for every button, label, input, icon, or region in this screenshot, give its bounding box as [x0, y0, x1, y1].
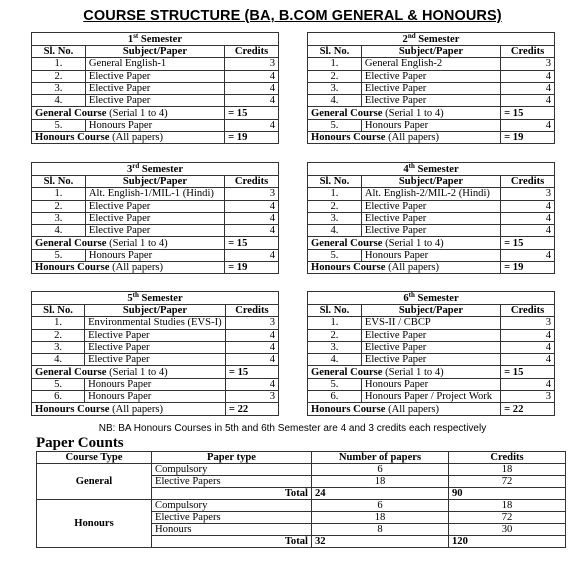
- serial-number: 1.: [308, 58, 362, 70]
- total-label: Total: [152, 536, 312, 548]
- table-row: [308, 317, 555, 329]
- subject-name: General English-2: [361, 58, 500, 70]
- credits-value: 4: [501, 329, 555, 341]
- table-row: [308, 354, 555, 366]
- general-course-total: = 15: [225, 366, 278, 378]
- general-course-total: = 15: [501, 237, 555, 249]
- semester-number: 2: [402, 33, 408, 45]
- general-course-label: [308, 366, 501, 378]
- honours-course-name: Honours Course: [35, 132, 110, 144]
- subject-name: Elective Paper: [85, 212, 224, 224]
- semester-label: Semester: [415, 33, 460, 45]
- general-course-total: = 15: [501, 107, 555, 119]
- paper-type: Compulsory: [152, 500, 312, 512]
- credits-value: 4: [501, 225, 555, 237]
- subject-header: Subject/Paper: [85, 46, 224, 58]
- credits-value: 3: [225, 188, 279, 200]
- credits-value: 4: [225, 82, 279, 94]
- serial-number: 6.: [32, 391, 85, 403]
- serial-number: 3.: [32, 341, 85, 353]
- paper-count: 18: [312, 512, 449, 524]
- semester-ordinal: th: [408, 290, 415, 299]
- subject-name: Elective Paper: [361, 70, 500, 82]
- course-type-header: Course Type: [37, 452, 152, 464]
- credits-value: 4: [225, 200, 279, 212]
- credits-value: 3: [225, 317, 278, 329]
- general-course-name: General Course: [311, 366, 383, 378]
- page-title: COURSE STRUCTURE (BA, B.COM GENERAL & HONOURS): [83, 8, 502, 24]
- semester-table: [31, 162, 279, 274]
- subject-header: Subject/Paper: [85, 305, 226, 317]
- credits-value: 72: [449, 476, 566, 488]
- table-row: [32, 70, 279, 82]
- credits-value: 4: [501, 378, 555, 390]
- credits-value: 3: [501, 391, 555, 403]
- table-row: [32, 225, 279, 237]
- semester-label: Semester: [414, 292, 459, 304]
- credits-value: 4: [501, 119, 555, 131]
- sl-no-header: Sl. No.: [308, 305, 362, 317]
- semester-label: Semester: [138, 292, 183, 304]
- honours-course-note: (All papers): [109, 403, 164, 415]
- credits-value: 4: [225, 212, 279, 224]
- semester-title: [308, 33, 555, 46]
- credits-value: 72: [449, 512, 566, 524]
- credits-value: 3: [501, 188, 555, 200]
- general-course-note: (Serial 1 to 4): [106, 366, 168, 378]
- table-row: [32, 378, 279, 390]
- semester-title: [32, 33, 279, 46]
- subject-name: Honours Paper: [85, 249, 224, 261]
- credits-value: 4: [225, 329, 278, 341]
- honours-course-name: Honours Course: [35, 403, 110, 415]
- paper-count: 6: [312, 464, 449, 476]
- course-type: Honours: [37, 500, 152, 548]
- general-course-name: General Course: [35, 107, 107, 119]
- table-row: [308, 95, 555, 107]
- table-row: [308, 119, 555, 131]
- honours-course-label: [308, 132, 501, 144]
- credits-value: 4: [501, 341, 555, 353]
- honours-course-name: Honours Course: [311, 262, 386, 274]
- semester-number: 5: [127, 292, 133, 304]
- credits-value: 4: [225, 354, 278, 366]
- serial-number: 2.: [308, 70, 362, 82]
- paper-type: Compulsory: [152, 464, 312, 476]
- subject-name: Elective Paper: [85, 329, 226, 341]
- subject-name: Elective Paper: [85, 95, 224, 107]
- honours-course-label: [32, 132, 225, 144]
- subject-name: Honours Paper: [361, 378, 500, 390]
- subject-name: Environmental Studies (EVS-I): [85, 317, 226, 329]
- serial-number: 2.: [308, 329, 362, 341]
- subject-name: Elective Paper: [361, 95, 500, 107]
- credits-value: 4: [225, 341, 278, 353]
- table-row: [308, 58, 555, 70]
- paper-counts-table: [36, 451, 566, 548]
- general-course-name: General Course: [311, 107, 383, 119]
- subject-name: Elective Paper: [361, 82, 500, 94]
- semester-ordinal: th: [408, 161, 415, 170]
- table-row: [32, 341, 279, 353]
- table-row: [32, 58, 279, 70]
- semester-title: [308, 163, 555, 176]
- honours-course-total: = 19: [501, 262, 555, 274]
- general-course-total: = 15: [225, 237, 279, 249]
- honours-course-total: = 19: [225, 132, 279, 144]
- table-row: [32, 82, 279, 94]
- table-row: [308, 82, 555, 94]
- serial-number: 5.: [308, 378, 362, 390]
- serial-number: 2.: [308, 200, 362, 212]
- subject-header: Subject/Paper: [361, 305, 500, 317]
- honours-course-total: = 22: [225, 403, 278, 415]
- credits-value: 4: [501, 249, 555, 261]
- honours-course-label: [32, 403, 226, 415]
- table-row: [308, 70, 555, 82]
- general-course-note: (Serial 1 to 4): [382, 107, 444, 119]
- serial-number: 4.: [308, 95, 362, 107]
- subject-name: Elective Paper: [85, 225, 224, 237]
- semester-table: [31, 32, 279, 144]
- subject-name: Elective Paper: [361, 225, 500, 237]
- serial-number: 4.: [308, 354, 362, 366]
- semester-table: [307, 32, 555, 144]
- general-course-label: [308, 237, 501, 249]
- serial-number: 3.: [32, 212, 86, 224]
- credits-value: 30: [449, 524, 566, 536]
- credits-value: 4: [501, 200, 555, 212]
- table-row: [32, 317, 279, 329]
- general-course-label: [32, 366, 226, 378]
- paper-type: Honours: [152, 524, 312, 536]
- table-row: [37, 464, 566, 476]
- paper-counts-title: Paper Counts: [36, 435, 124, 451]
- semester-label: Semester: [139, 163, 184, 175]
- paper-type: Elective Papers: [152, 476, 312, 488]
- credits-header: Credits: [501, 305, 555, 317]
- serial-number: 3.: [32, 82, 86, 94]
- semester-ordinal: nd: [407, 31, 416, 40]
- credits-header: Credits: [225, 176, 279, 188]
- honours-course-note: (All papers): [385, 262, 440, 274]
- serial-number: 3.: [308, 212, 362, 224]
- number-of-papers-header: Number of papers: [312, 452, 449, 464]
- honours-course-label: [308, 403, 501, 415]
- credits-value: 4: [225, 95, 279, 107]
- credits-value: 3: [225, 391, 278, 403]
- honours-course-note: (All papers): [385, 403, 440, 415]
- subject-name: Elective Paper: [85, 354, 226, 366]
- sl-no-header: Sl. No.: [32, 305, 85, 317]
- sl-no-header: Sl. No.: [32, 176, 86, 188]
- subject-name: Honours Paper: [85, 378, 226, 390]
- subject-header: Subject/Paper: [361, 176, 500, 188]
- credits-header: Credits: [501, 46, 555, 58]
- credits-header: Credits: [225, 305, 278, 317]
- table-row: [308, 341, 555, 353]
- serial-number: 2.: [32, 70, 86, 82]
- serial-number: 1.: [308, 188, 362, 200]
- general-course-label: [32, 107, 225, 119]
- credits-value: 4: [225, 70, 279, 82]
- honours-course-label: [308, 262, 501, 274]
- subject-name: Elective Paper: [85, 341, 226, 353]
- honours-course-note: (All papers): [109, 262, 164, 274]
- credits-value: 4: [225, 378, 278, 390]
- semester-ordinal: st: [133, 31, 139, 40]
- serial-number: 5.: [308, 119, 362, 131]
- table-row: [308, 188, 555, 200]
- subject-name: Elective Paper: [85, 200, 224, 212]
- sl-no-header: Sl. No.: [32, 46, 86, 58]
- general-course-name: General Course: [35, 366, 107, 378]
- credits-value: 4: [225, 249, 279, 261]
- subject-name: Elective Paper: [361, 212, 500, 224]
- honours-course-name: Honours Course: [311, 403, 386, 415]
- credits-value: 3: [501, 317, 555, 329]
- serial-number: 5.: [32, 119, 86, 131]
- table-row: [32, 391, 279, 403]
- general-course-label: [32, 237, 225, 249]
- subject-name: General English-1: [85, 58, 224, 70]
- table-row: [37, 500, 566, 512]
- serial-number: 5.: [32, 378, 85, 390]
- serial-number: 4.: [32, 95, 86, 107]
- total-papers: 24: [312, 488, 449, 500]
- semester-label: Semester: [414, 163, 459, 175]
- semester-table: [307, 291, 555, 416]
- honours-course-total: = 19: [225, 262, 279, 274]
- table-row: [32, 188, 279, 200]
- table-row: [308, 249, 555, 261]
- table-row: [308, 329, 555, 341]
- semester-number: 6: [403, 292, 409, 304]
- subject-name: Elective Paper: [85, 70, 224, 82]
- table-row: [308, 225, 555, 237]
- paper-count: 18: [312, 476, 449, 488]
- subject-header: Subject/Paper: [85, 176, 224, 188]
- semester-label: Semester: [138, 33, 183, 45]
- table-row: [32, 119, 279, 131]
- course-type: General: [37, 464, 152, 500]
- table-row: [32, 200, 279, 212]
- serial-number: 4.: [32, 354, 85, 366]
- serial-number: 3.: [308, 82, 362, 94]
- honours-course-note: (All papers): [109, 132, 164, 144]
- semester-title: [32, 292, 279, 305]
- credits-value: 3: [501, 58, 555, 70]
- honours-course-total: = 22: [501, 403, 555, 415]
- nb-note: NB: BA Honours Courses in 5th and 6th Semester are 4 and 3 credits each respectively: [98, 423, 487, 434]
- table-row: [32, 249, 279, 261]
- subject-name: Elective Paper: [361, 354, 500, 366]
- serial-number: 6.: [308, 391, 362, 403]
- total-papers: 32: [312, 536, 449, 548]
- credits-value: 18: [449, 500, 566, 512]
- total-credits: 90: [449, 488, 566, 500]
- sl-no-header: Sl. No.: [308, 46, 362, 58]
- serial-number: 4.: [32, 225, 86, 237]
- paper-count: 8: [312, 524, 449, 536]
- credits-value: 4: [501, 95, 555, 107]
- serial-number: 5.: [308, 249, 362, 261]
- general-course-total: = 15: [225, 107, 279, 119]
- honours-course-name: Honours Course: [311, 132, 386, 144]
- honours-course-note: (All papers): [385, 132, 440, 144]
- table-row: [32, 329, 279, 341]
- general-course-name: General Course: [311, 237, 383, 249]
- subject-name: Elective Paper: [361, 329, 500, 341]
- honours-course-label: [32, 262, 225, 274]
- credits-header: Credits: [501, 176, 555, 188]
- semester-table: [307, 162, 555, 274]
- table-row: [32, 212, 279, 224]
- general-course-note: (Serial 1 to 4): [382, 366, 444, 378]
- serial-number: 1.: [32, 317, 85, 329]
- paper-type: Elective Papers: [152, 512, 312, 524]
- credits-value: 4: [501, 70, 555, 82]
- paper-count: 6: [312, 500, 449, 512]
- subject-name: Honours Paper / Project Work: [361, 391, 500, 403]
- semester-number: 3: [126, 163, 133, 175]
- semester-table: [31, 291, 279, 416]
- credits-header: Credits: [449, 452, 566, 464]
- semester-ordinal: th: [132, 290, 139, 299]
- serial-number: 1.: [308, 317, 362, 329]
- subject-name: Alt. English-2/MIL-2 (Hindi): [361, 188, 500, 200]
- sl-no-header: Sl. No.: [308, 176, 362, 188]
- semester-number: 4: [403, 163, 409, 175]
- credits-header: Credits: [225, 46, 279, 58]
- subject-name: EVS-II / CBCP: [361, 317, 500, 329]
- credits-value: 3: [225, 58, 279, 70]
- serial-number: 3.: [308, 341, 362, 353]
- table-row: [32, 95, 279, 107]
- table-row: [308, 391, 555, 403]
- subject-name: Elective Paper: [361, 341, 500, 353]
- semester-title: [308, 292, 555, 305]
- honours-course-total: = 19: [501, 132, 555, 144]
- subject-header: Subject/Paper: [361, 46, 500, 58]
- semester-ordinal: rd: [132, 161, 140, 170]
- subject-name: Alt. English-1/MIL-1 (Hindi): [85, 188, 224, 200]
- serial-number: 2.: [32, 200, 86, 212]
- credits-value: 4: [225, 225, 279, 237]
- general-course-name: General Course: [35, 237, 107, 249]
- subject-name: Elective Paper: [85, 82, 224, 94]
- credits-value: 4: [501, 212, 555, 224]
- general-course-total: = 15: [501, 366, 555, 378]
- general-course-note: (Serial 1 to 4): [106, 107, 168, 119]
- serial-number: 2.: [32, 329, 85, 341]
- semester-title: [32, 163, 279, 176]
- table-row: [308, 200, 555, 212]
- subject-name: Elective Paper: [361, 200, 500, 212]
- general-course-note: (Serial 1 to 4): [382, 237, 444, 249]
- serial-number: 5.: [32, 249, 86, 261]
- credits-value: 4: [501, 354, 555, 366]
- subject-name: Honours Paper: [85, 119, 224, 131]
- credits-value: 18: [449, 464, 566, 476]
- table-row: [308, 212, 555, 224]
- credits-value: 4: [225, 119, 279, 131]
- subject-name: Honours Paper: [85, 391, 226, 403]
- total-credits: 120: [449, 536, 566, 548]
- subject-name: Honours Paper: [361, 119, 500, 131]
- paper-type-header: Paper type: [152, 452, 312, 464]
- general-course-label: [308, 107, 501, 119]
- honours-course-name: Honours Course: [35, 262, 110, 274]
- serial-number: 1.: [32, 58, 86, 70]
- credits-value: 4: [501, 82, 555, 94]
- semester-number: 1: [127, 33, 134, 45]
- subject-name: Honours Paper: [361, 249, 500, 261]
- table-row: [32, 354, 279, 366]
- total-label: Total: [152, 488, 312, 500]
- serial-number: 4.: [308, 225, 362, 237]
- general-course-note: (Serial 1 to 4): [106, 237, 168, 249]
- table-row: [308, 378, 555, 390]
- serial-number: 1.: [32, 188, 86, 200]
